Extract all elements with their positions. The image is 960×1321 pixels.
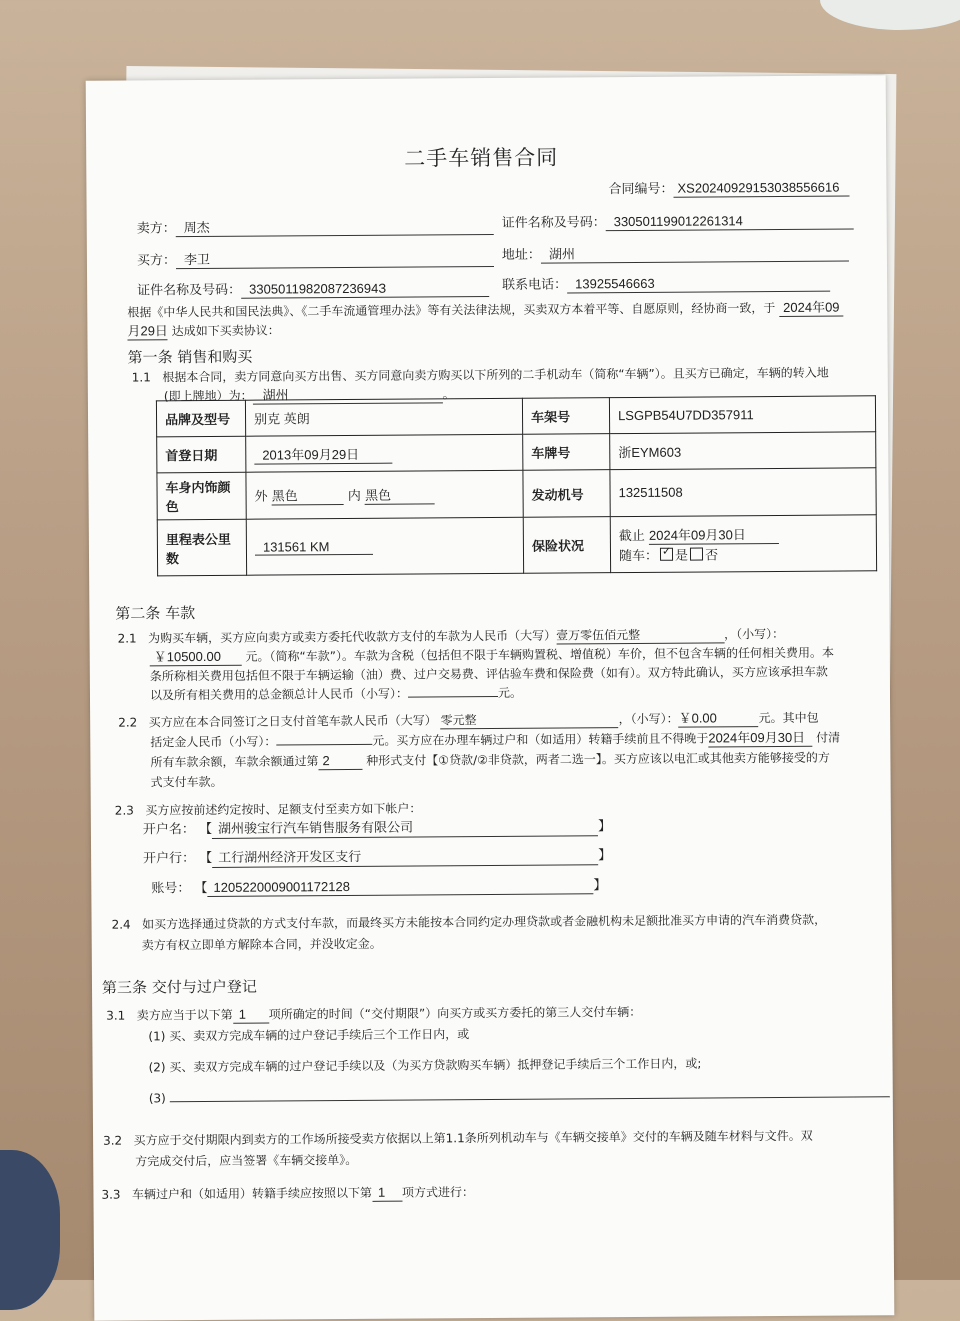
ext-value: 黑色 [272, 485, 344, 506]
engine-label: 发动机号 [523, 470, 610, 518]
s3-1-text-b: 项所确定的时间（“交付期限”）向买方或买方委托的第三人交付车辆： [268, 1004, 642, 1022]
seller-id-row [502, 212, 854, 231]
s3-1-no: 3.1 [106, 1008, 126, 1023]
s3-2-text-a: 买方应于交付期限内到卖方的工作场所接受卖方依据以上第1.1条所列机动车与《车辆交接单》交付的车辆及随车材料与文件。双 [133, 1128, 813, 1148]
int-label: 内 [347, 488, 361, 504]
s3-2-line-b: 方完成交付后，应当签署《车辆交接单》。 [135, 1152, 358, 1169]
brand-text: 别克 英朗 [253, 411, 310, 427]
cloth-background [0, 1150, 60, 1310]
s2-4-line-b: 卖方有权立即单方解除本合同，并没收定金。 [141, 936, 382, 953]
s2-1-small-label: ，（小写）： [724, 626, 785, 642]
ins-until-value: 2024年09月30日 [649, 524, 779, 545]
engine-value [610, 468, 876, 517]
seller-label: 卖方： [136, 221, 176, 237]
insurance-label: 保险状况 [523, 517, 610, 574]
checkbox-no-icon [690, 548, 703, 561]
bracket-open-2: 【 [199, 850, 213, 867]
s2-2-date: 2024年09月30日 [708, 730, 812, 748]
s3-2-no: 3.2 [103, 1133, 123, 1148]
s2-4-line-a [112, 912, 827, 933]
account-name-label: 开户名： [142, 822, 195, 838]
brand-label: 品牌及型号 [156, 400, 245, 437]
s3-1-text-a: 卖方应当于以下第 [136, 1007, 233, 1023]
reg-text: 2013年09月29日 [254, 443, 392, 464]
contract-no-value: XS20240929153038556616 [673, 179, 849, 197]
s1-1-line-b: (即上牌地）为： 湖州 。 [163, 387, 455, 404]
s2-2-line-d: 式支付车款。 [150, 774, 223, 790]
seller-row [137, 218, 494, 237]
s2-2-text-f: 所有车款余额，车款余额通过第 [150, 754, 319, 770]
s2-1-upper: 壹万零伍佰元整 [556, 626, 724, 644]
s2-1-line-a [118, 626, 785, 648]
color-value [246, 470, 523, 519]
intro-text-2: 达成如下买卖协议： [171, 323, 280, 339]
s2-3-no: 2.3 [114, 803, 134, 818]
s3-1-option-2: (2) 买、卖双方完成车辆的过户登记手续以及（为买方贷款购买车辆）抵押登记手续后三个工作日内，或; [148, 1056, 702, 1075]
bracket-open-3: 【 [194, 880, 208, 897]
s2-4-no: 2.4 [111, 917, 131, 932]
account-name-row [143, 819, 611, 839]
ins-with-label: 随车： [618, 548, 659, 565]
mileage-text: 131561 KM [255, 538, 373, 555]
s1-1-text-b: (即上牌地）为： [163, 388, 253, 404]
contract-title: 二手车销售合同 [404, 145, 559, 171]
bank-label: 开户行： [143, 851, 196, 867]
cup-background [820, 0, 960, 30]
mileage-value [246, 517, 523, 575]
address-value: 湖州 [541, 244, 849, 263]
engine-text: 132511508 [618, 484, 683, 501]
s2-1-text-a: 为购买车辆，买方应向卖方或卖方委托代收款方支付的车款为人民币（大写） [148, 628, 557, 646]
reg-label: 首登日期 [157, 436, 246, 473]
buyer-id-row [137, 280, 489, 299]
account-no-label: 账号： [151, 881, 191, 897]
deposit-blank [276, 744, 372, 746]
article-1-title: 第一条 销售和购买 [127, 347, 253, 367]
brand-value [245, 398, 522, 436]
intro-date-a: 2024年09 [779, 300, 844, 317]
account-name-value: 湖州骏宝行汽车销售服务有限公司 [212, 819, 598, 839]
s2-1-amount: ￥10500.00 [150, 649, 242, 667]
s2-2-way: 2 [318, 753, 362, 770]
s1-1-line-a [132, 365, 829, 386]
color-label: 车身内饰颜色 [157, 472, 246, 520]
checkbox-yes-icon [660, 548, 673, 561]
s2-2-small-label: ，（小写）： [618, 711, 679, 727]
buyer-row [137, 250, 494, 269]
seller-value: 周杰 [176, 218, 494, 237]
vin-label: 车架号 [522, 398, 609, 435]
int-value: 黑色 [365, 484, 435, 504]
buyer-value: 李卫 [176, 250, 494, 269]
s3-1-option-1: (1) 买、卖双方完成车辆的过户登记手续后三个工作日内，或 [148, 1027, 470, 1044]
account-no-row [151, 877, 606, 897]
plate-label: 车牌号 [523, 434, 610, 471]
s2-2-text-e: 付清 [816, 730, 841, 745]
s1-1-no: 1.1 [131, 370, 151, 385]
plate-text: 浙EYM603 [618, 444, 682, 461]
bank-row [143, 848, 611, 868]
s2-2-no: 2.2 [118, 715, 138, 730]
intro-line-1 [127, 300, 843, 322]
no-label: 否 [704, 548, 719, 564]
intro-text: 根据《中华人民共和国民法典》、《二手车流通管理办法》等有关法律法规，买卖双方本着平等、自愿原则，经协商一致，于 [127, 300, 776, 320]
s2-2-text-g: 种形式支付【①贷款/②非贷款，两者二选一】。买方应该以电汇或其他卖方能够接受的方 [366, 750, 830, 768]
s2-1-line-b [150, 645, 834, 667]
insurance-value [610, 515, 876, 573]
s2-2-text-d: 元。买方应在办理车辆过户和（如适用）转籍手续前且不得晚于 [372, 731, 709, 748]
phone-row [502, 275, 830, 294]
ins-until-label: 截止 [618, 528, 645, 545]
s2-3-line-a [115, 800, 422, 818]
s3-1-line-a [106, 1004, 641, 1025]
vin-value [609, 396, 875, 434]
plate-value [610, 432, 876, 470]
s3-3-text-b: 项方式进行： [401, 1185, 475, 1200]
contract-page [86, 75, 895, 1321]
bracket-open: 【 [199, 821, 213, 838]
buyer-id-label: 证件名称及号码： [137, 282, 242, 299]
s2-1-text-d: 以及所有相关费用的总金额总计人民币（小写）： [149, 686, 409, 703]
address-label: 地址： [501, 247, 541, 263]
bracket-close-2: 】 [598, 848, 612, 864]
s2-1-line-d [150, 685, 522, 704]
buyer-id-value: 330501198208723694З [241, 280, 489, 299]
s2-2-upper: 零元整 [440, 711, 618, 729]
option-3-blank [170, 1096, 890, 1102]
intro-date-b: 月29日 [127, 323, 168, 339]
yuan-label: 元。 [497, 685, 523, 700]
yes-label: 是 [674, 548, 689, 564]
reg-value [246, 434, 523, 472]
ext-label: 外 [254, 489, 268, 505]
s2-2-text-c: 括定金人民币（小写）： [150, 734, 277, 750]
s2-2-text-a: 买方应在本合同签订之日支付首笔车款人民币（大写） [148, 713, 437, 730]
s3-3-line-a [101, 1184, 474, 1204]
s1-1-text-a: 根据本合同，卖方同意向买方出售、买方同意向卖方购买以下所列的二手机动车（简称“车辆”）。且买方已确定，车辆的转入地 [162, 365, 829, 385]
s2-2-line-a [118, 710, 819, 732]
s2-3-text-a: 买方应按前述约定按时、足额支付至卖方如下帐户： [145, 801, 422, 818]
s2-1-text-b: 元。（简称“车款”）。车款为含税（包括但不限于车辆购置税、增值税）车价，但不包含车辆的任何相关费用。本 [245, 645, 835, 664]
vin-text: LSGPB54U7DD357911 [617, 406, 754, 423]
s2-2-amount: ￥0.00 [678, 710, 758, 728]
article-2-title: 第二条 车款 [115, 604, 196, 623]
s2-2-text-b: 元。其中包 [758, 710, 819, 726]
buyer-label: 买方： [136, 253, 177, 269]
contract-no-row [608, 179, 849, 198]
phone-value: 13925546663 [567, 275, 830, 294]
phone-label: 联系电话： [502, 277, 568, 293]
article-3-title: 第三条 交付与过户登记 [101, 977, 257, 997]
s3-1-item: 1 [233, 1007, 269, 1024]
contract-no-label: 合同编号： [608, 181, 674, 198]
vehicle-info-table [156, 395, 877, 576]
s2-2-line-c [150, 750, 830, 772]
s3-2-line-a [103, 1128, 813, 1149]
transfer-place: 湖州 [253, 386, 443, 404]
account-no-value: 1205220009001172128 [207, 877, 593, 897]
s3-3-no: 3.3 [101, 1187, 121, 1202]
seller-id-value: 330501199012261314 [606, 212, 854, 231]
s2-1-no: 2.1 [117, 631, 137, 646]
s2-1-line-c: 条所称相关费用包括但不限于车辆运输（油）费、过户交易费、评估验车费和保险费（如有）。双方特此确认，买方应该承担车款 [149, 664, 828, 684]
address-row [502, 244, 849, 263]
s2-2-line-b [150, 730, 840, 752]
s3-3-item: 1 [372, 1185, 402, 1202]
s3-3-text-a: 车辆过户和（如适用）转籍手续应按照以下第 [131, 1185, 373, 1202]
s2-4-text-a: 如买方选择通过贷款的方式支付车款，而最终买方未能按本合同约定办理贷款或者金融机构未足额批准买方申请的汽车消费贷款， [142, 912, 827, 932]
s3-1-option-3-label: (3) [148, 1091, 166, 1106]
bracket-close: 】 [598, 819, 612, 835]
total-amount-blank [408, 696, 498, 698]
bracket-close-3: 】 [593, 878, 607, 894]
mileage-label: 里程表公里数 [157, 519, 246, 576]
intro-line-2 [127, 322, 279, 340]
bank-value: 工行湖州经济开发区支行 [212, 848, 598, 868]
seller-id-label: 证件名称及号码： [501, 215, 606, 231]
s3-1-option-3 [149, 1085, 890, 1106]
